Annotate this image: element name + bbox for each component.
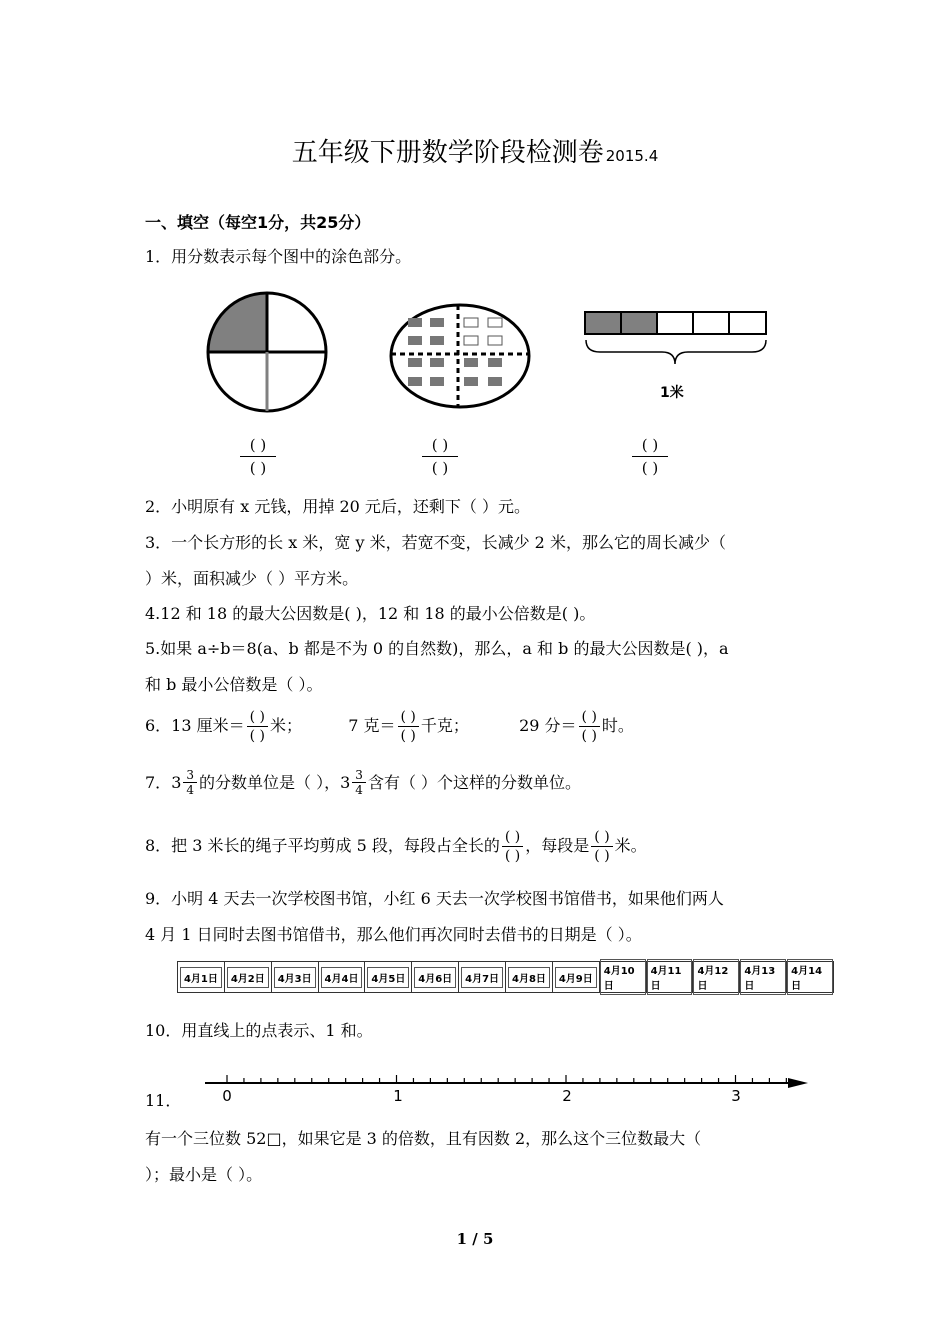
bar-label: 1米 bbox=[660, 385, 684, 401]
q2-text: 2．小明原有 x 元钱，用掉 20 元后，还剩下（ ）元。 bbox=[145, 497, 530, 516]
shaded-segment bbox=[585, 312, 621, 334]
q11-line1: 有一个三位数 52□，如果它是 3 的倍数，且有因数 2，那么这个三位数最大（ bbox=[145, 1129, 702, 1148]
calendar-day: 4月10日 bbox=[600, 962, 647, 992]
calendar-day: 4月14日 bbox=[787, 962, 833, 992]
q6-line: 6．13 厘米＝ $\frac{( )}{( )}$ 米； 7 克＝ $\frac{( )}{( )}$ 千克； 29 分＝ $\frac{( )}{( )}$ 时。 bbox=[145, 709, 634, 744]
calendar-day: 4月8日 bbox=[506, 962, 553, 992]
q6-frac-3: $\frac{( )}{( )}$ bbox=[579, 708, 600, 745]
q9-line2: 4 月 1 日同时去图书馆借书，那么他们再次同时去借书的日期是（ ）。 bbox=[145, 925, 642, 944]
calendar-day: 4月4日 bbox=[319, 962, 366, 992]
page-title bbox=[0, 132, 950, 169]
circle-figure bbox=[205, 290, 329, 414]
q8-frac-2: $\frac{( )}{( )}$ bbox=[591, 828, 612, 865]
q8-frac-1: $\frac{( )}{( )}$ bbox=[502, 828, 523, 865]
q4-text: 4.12 和 18 的最大公因数是( )，12 和 18 的最小公倍数是( )。 bbox=[145, 604, 596, 623]
fraction-blank-2: ( ) ( ) bbox=[422, 434, 458, 479]
q10-text: 10．用直线上的点表示、1 和。 bbox=[145, 1021, 373, 1040]
calendar-day: 4月2日 bbox=[225, 962, 272, 992]
q6-frac-1: $\frac{( )}{( )}$ bbox=[247, 708, 268, 745]
calendar-day: 4月9日 bbox=[553, 962, 600, 992]
calendar-day: 4月12日 bbox=[693, 962, 740, 992]
title-main: 五年级下册数学阶段检测卷 bbox=[291, 138, 604, 168]
q8-line: 8．把 3 米长的绳子平均剪成 5 段，每段占全长的 $\frac{( )}{( )}$ ，每段是 $\frac{( )}{( )}$ 米。 bbox=[145, 829, 647, 864]
tick-label-0: 0 bbox=[222, 1087, 232, 1105]
q5-line2: 和 b 最小公倍数是（ ）。 bbox=[145, 675, 323, 694]
q9-line1: 9．小明 4 天去一次学校图书馆，小红 6 天去一次学校图书馆借书，如果他们两人 bbox=[145, 889, 724, 908]
number-line bbox=[200, 1070, 812, 1106]
q7-mixed-number-2: 3 $\frac{3}{4}$ bbox=[340, 768, 368, 797]
title-date: 2015.4 bbox=[605, 147, 659, 165]
tick-label-2: 2 bbox=[562, 1087, 572, 1105]
tick-label-3: 3 bbox=[731, 1087, 741, 1105]
q1-text: 1．用分数表示每个图中的涂色部分。 bbox=[145, 247, 412, 266]
calendar-day: 4月1日 bbox=[178, 962, 225, 992]
calendar-day: 4月6日 bbox=[412, 962, 459, 992]
q11-line2: ）；最小是（ ）。 bbox=[145, 1165, 263, 1184]
q6-frac-2: $\frac{( )}{( )}$ bbox=[398, 708, 419, 745]
calendar-day: 4月5日 bbox=[365, 962, 412, 992]
shaded-segment bbox=[621, 312, 657, 334]
tick-label-1: 1 bbox=[393, 1087, 403, 1105]
section-heading: 一、填空（每空1分，共25分） bbox=[145, 213, 371, 232]
fraction-blank-1: ( ) ( ) bbox=[240, 434, 276, 479]
q5-line1: 5.如果 a÷b＝8(a、b 都是不为 0 的自然数)，那么，a 和 b 的最大公因数是( )，a bbox=[145, 639, 729, 658]
q7-line: 7． 3 $\frac{3}{4}$ 的分数单位是（ ）， 3 $\frac{3}{4}$ 含有（ ）个这样的分数单位。 bbox=[145, 768, 582, 797]
page-number: 1 / 5 bbox=[456, 1230, 494, 1248]
calendar-strip bbox=[177, 961, 834, 993]
fraction-blank-3: ( ) ( ) bbox=[632, 434, 668, 479]
calendar-day: 4月7日 bbox=[459, 962, 506, 992]
calendar-day: 4月11日 bbox=[647, 962, 694, 992]
q3-line2: ）米，面积减少（ ）平方米。 bbox=[145, 569, 359, 588]
q11-label: 11． bbox=[145, 1091, 182, 1110]
q7-mixed-number-1: 3 $\frac{3}{4}$ bbox=[171, 768, 199, 797]
flags-ellipse-figure bbox=[388, 302, 533, 410]
calendar-day: 4月13日 bbox=[740, 962, 787, 992]
calendar-day: 4月3日 bbox=[272, 962, 319, 992]
q3-line1: 3．一个长方形的长 x 米，宽 y 米，若宽不变，长减少 2 米，那么它的周长减少（ bbox=[145, 533, 726, 552]
arrow-head bbox=[788, 1078, 808, 1088]
